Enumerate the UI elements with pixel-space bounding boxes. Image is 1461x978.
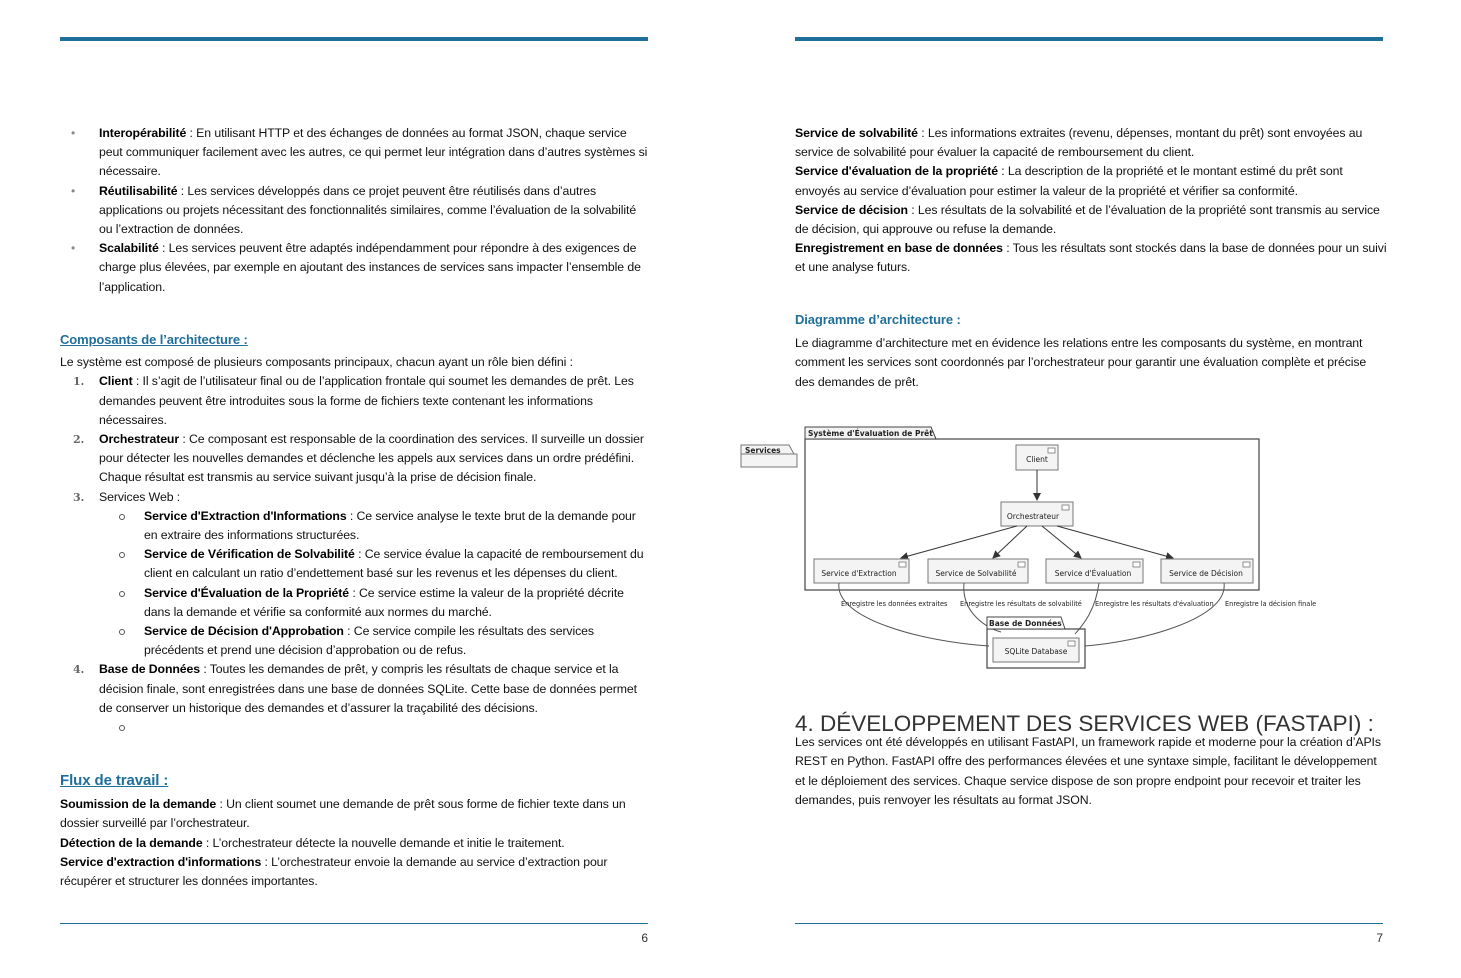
list-item [60,622,652,660]
term: Service d'Extraction d'Informations [144,508,347,523]
section-text: Les services ont été développés en utilisant FastAPI, un framework rapide et moderne pour la création d’APIs REST en Python. FastAPI offre des performances élevées et une syntaxe simple, facilitant le développement et le déploiement des services. Chaque service dispose de son propre endpoint pour recevoir et traiter les demandes, puis renvoyer les résultats au format JSON. [795,735,1381,807]
page-7 [745,0,1387,978]
workflow-step [60,853,652,891]
term: Interopérabilité [99,126,187,140]
workflow-step [60,834,652,853]
web-services-list [60,507,652,661]
service-decision-label: Service de Décision [1169,569,1243,578]
term: Orchestrateur [99,432,180,447]
edge-decision-db [1085,583,1224,646]
header-rule [795,37,1383,41]
list-item [60,239,652,297]
term: Service d'extraction d'informations [60,854,262,869]
benefits-section [60,124,652,297]
term: Service de solvabilité [795,126,918,140]
description: : Les résultats de la solvabilité et de l’évaluation de la propriété sont transmis au service de décision, qui approuve ou refuse la demande. [795,202,1380,237]
diagram-intro: Le diagramme d’architecture met en évidence les relations entre les composants du système, en montrant comment les services sont coordonnés par l’orchestrateur pour garantir une évaluation complète et précise des demandes de prêt. [795,336,1367,389]
list-item [60,488,652,661]
service-solvency-label: Service de Solvabilité [935,569,1017,578]
page-number: 7 [1376,931,1383,945]
list-item [60,182,652,240]
edge-label-evaluation: Enregistre les résultats d'évaluation [1095,600,1214,608]
page-number: 6 [641,931,648,945]
description: : La description de la propriété et le montant estimé du prêt sont envoyés au service d’évaluation pour estimer la valeur de la propriété et vérifier sa conformité. [795,164,1343,198]
description: : Ce service estime la valeur de la propriété décrite dans la demande et vérifie sa conformité aux normes du marché. [144,585,624,619]
term: Service d'évaluation de la propriété [795,164,998,179]
workflow-section [60,771,652,891]
db-label: Base de Données [989,619,1062,628]
term: Enregistrement en base de données [795,241,1003,256]
item-number: 3. [73,490,85,504]
term: Service d'Évaluation de la Propriété [144,585,350,600]
footer-rule [60,923,648,924]
term: Scalabilité [99,241,159,256]
list-item [60,660,652,737]
service-extraction-label: Service d'Extraction [821,569,897,578]
edge-label-extraction: Enregistre les données extraites [841,600,948,608]
services-label: Services [745,446,781,455]
description: : Tous les résultats sont stockés dans la base de données pour un suivi et une analyse futurs. [795,241,1387,275]
description: : Toutes les demandes de prêt, y compris les résultats de chaque service et la décision finale, sont enregistrées dans une base de données SQLite. Cette base de données permet de conserver un historique des demandes et d’assurer la traçabilité des décisions. [99,662,637,715]
section-title: 4. DÉVELOPPEMENT DES SERVICES WEB (FASTAPI) : [795,711,1374,736]
list-item [60,584,652,622]
services-package [741,445,797,467]
workflow-step [60,795,652,833]
orchestrator-node [1001,502,1073,526]
orchestrator-label: Orchestrateur [1006,512,1060,521]
term: Service de Décision d'Approbation [144,624,344,639]
empty-list-item [60,718,652,737]
database-package [987,617,1085,668]
description: Services Web : [99,489,181,504]
item-number: 4. [73,663,85,677]
description: : Ce service compile les résultats des services précédents et prend une décision d’approbation ou de refus. [144,624,594,658]
components-list [60,372,652,737]
service-evaluation-label: Service d'Évaluation [1054,569,1132,578]
components-section [60,330,652,737]
workflow-continued [795,124,1387,278]
benefits-list [60,124,652,297]
description: : Il s’agit de l’utilisateur final ou de l’application frontale qui soumet les demandes de prêt. Les demandes peuvent être introduites sous la forme de fichiers texte contenant les informations nécessaires. [99,374,634,427]
service-solvency-node [928,559,1028,583]
components-intro: Le système est composé de plusieurs composants principaux, chacun ayant un rôle bien défini : [60,355,573,370]
description: : Les informations extraites (revenu, dépenses, montant du prêt) sont envoyées au service de solvabilité pour évaluer la capacité de remboursement du client. [795,126,1363,160]
service-evaluation-node [1046,559,1143,583]
service-extraction-node [814,559,909,583]
diagram-section [795,310,1387,392]
arrow-extraction [901,526,1017,558]
list-item [60,372,652,430]
service-decision-node [1161,559,1253,583]
workflow-step [795,124,1387,162]
item-number: 2. [73,433,85,447]
description: : En utilisant HTTP et des échanges de données au format JSON, chaque service peut communiquer facilement avec les autres, ce qui permet leur intégration dans d’autres systèmes si nécessaire. [99,126,648,179]
architecture-diagram [739,424,1329,674]
item-number: 1. [73,375,85,389]
empty-sublist [60,718,652,737]
db-node-label: SQLite Database [1004,647,1068,656]
term: Service de Vérification de Solvabilité [144,547,355,562]
description: : Les services peuvent être adaptés indépendamment pour répondre à des exigences de charge plus élevées, par exemple en ajoutant des instances de services sans impacter l’ensemble de l’application. [99,241,641,294]
term: Client [99,374,133,389]
description: : Ce service analyse le texte brut de la demande pour en extraire des informations structurées. [144,508,636,543]
list-item [60,507,652,545]
footer-rule [795,923,1383,924]
list-item [60,124,652,182]
workflow-heading: Flux de travail : [60,772,169,789]
header-rule [60,37,648,41]
edge-evaluation-db [1075,583,1099,634]
term: Réutilisabilité [99,183,178,198]
workflow-step [795,239,1387,277]
term: Soumission de la demande [60,797,217,812]
edge-label-solvency: Enregistre les résultats de solvabilité [960,600,1082,608]
page-6 [60,0,648,978]
system-label: Système d'Évaluation de Prêt [808,429,933,438]
description: : Ce composant est responsable de la coordination des services. Il surveille un dossier pour détecter les nouvelles demandes et déclenche les appels aux services dans un ordre prédéfini. Chaque résultat est transmis au service suivant jusqu’à la prise de décision finale. [99,432,644,485]
term: Service de décision [795,202,908,217]
list-item [60,545,652,583]
edge-extraction-db [839,583,989,646]
list-item [60,430,652,488]
description: : Ce service évalue la capacité de remboursement du client en calculant un ratio d’endettement basé sur les revenus et les dépenses du client. [144,547,644,581]
workflow-step [795,162,1387,200]
workflow-step [795,201,1387,239]
edge-label-decision: Enregistre la décision finale [1225,600,1317,608]
description: : Les services développés dans ce projet peuvent être réutilisés dans d’autres applications ou projets nécessitant des fonctionnalités similaires, comme l’évaluation de la solvabilité ou l’extraction de données. [99,183,637,237]
client-label: Client [1026,455,1048,464]
description: : L’orchestrateur envoie la demande au service d’extraction pour récupérer et structurer les données importantes. [60,854,608,889]
components-heading: Composants de l’architecture : [60,332,248,347]
term: Base de Données [99,662,201,677]
client-node [1016,445,1058,470]
fastapi-section [795,711,1387,810]
term: Détection de la demande [60,835,203,850]
description: : L’orchestrateur détecte la nouvelle demande et initie le traitement. [202,835,565,850]
description: : Un client soumet une demande de prêt sous forme de fichier texte dans un dossier surveillé par l’orchestrateur. [60,797,626,831]
diagram-heading: Diagramme d’architecture : [795,312,961,327]
